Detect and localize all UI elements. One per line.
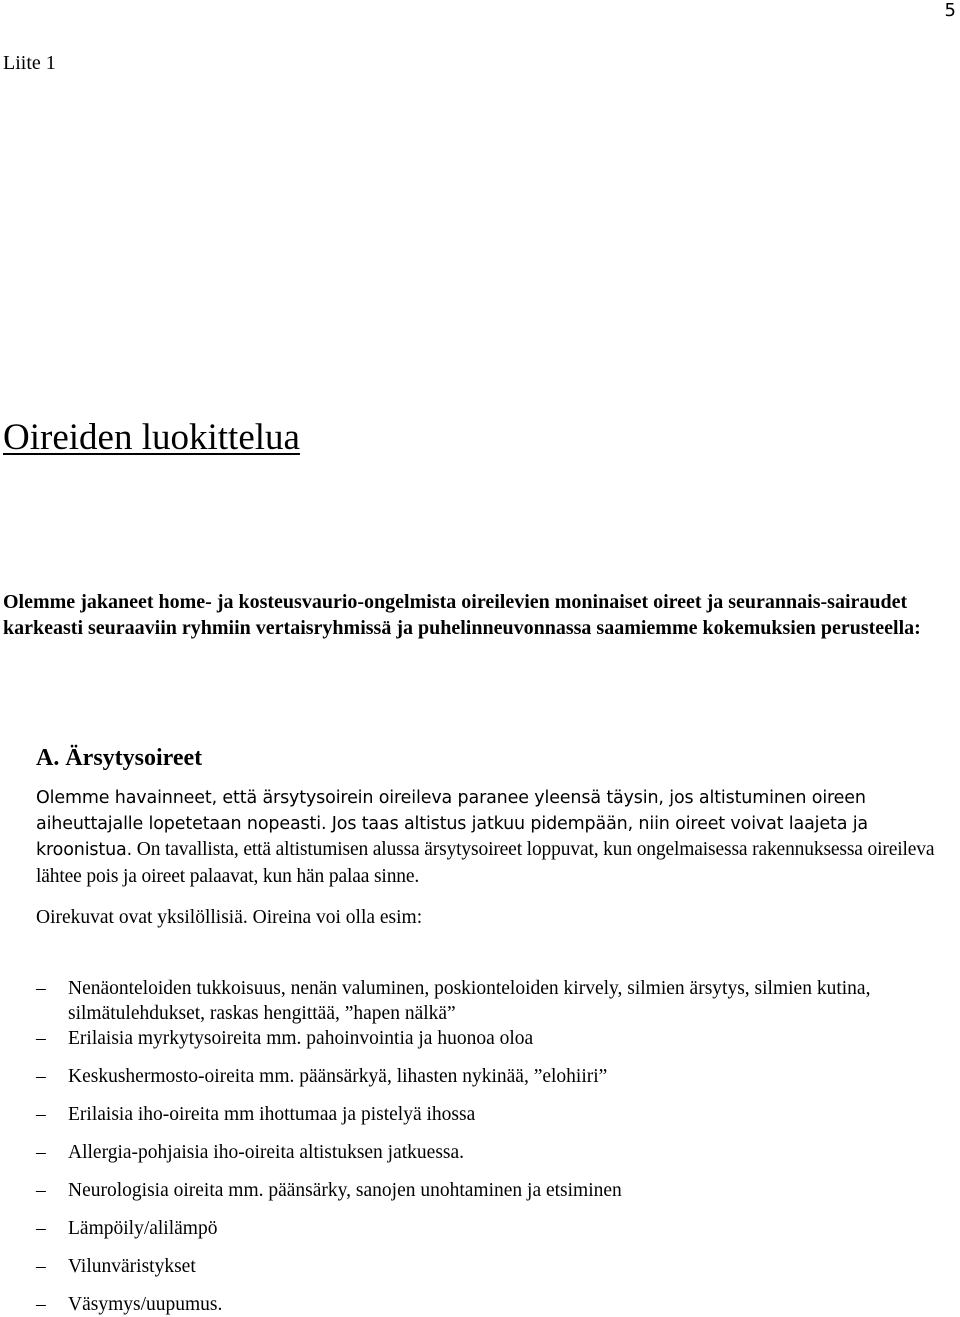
list-item [36,1292,948,1317]
dash-bullet: – [36,978,46,999]
dash-bullet: – [36,1256,46,1277]
intro-paragraph: Olemme jakaneet home- ja kosteusvaurio-ongelmista oireilevien moninaiset oireet ja seurannais-sairaudet karkeasti seuraaviin ryhmiin vertaisryhmissä ja puhelinneuvonnassa saamiemme kokemuksien perusteella: [3,591,921,639]
examples-intro: Oireina voi olla esim: [247,907,423,928]
list-item [36,1216,948,1241]
dash-bullet: – [36,1294,46,1315]
list-item-text: Erilaisia myrkytysoireita mm. pahoinvointia ja huonoa oloa [68,1028,534,1049]
list-item [36,1026,948,1051]
list-item-text: Vilunväristykset [68,1256,196,1277]
section-a-paragraph-text: Olemme havainneet, että ärsytysoirein oireileva paranee yleensä täysin, jos altistuminen oireen aiheuttajalle lopetetaan nopeasti. Jos taas altistus jatkuu pidempään, niin oireet voivat laajeta ja kroonistua. [36,788,868,860]
list-item [36,1064,948,1089]
section-a-paragraph [36,786,936,890]
list-item [36,1178,948,1203]
list-item-text: Erilaisia iho-oireita mm ihottumaa ja pistelyä ihossa [68,1104,476,1125]
dash-bullet: – [36,1142,46,1163]
page-title: Oireiden luokittelua [3,417,300,458]
list-item-text: Nenäonteloiden tukkoisuus, nenän valuminen, poskionteloiden kirvely, silmien ärsytys, silmien kutina, silmätulehdukset, raskas hengittää, ”hapen nälkä” [68,978,871,1024]
dash-bullet: – [36,1066,46,1087]
list-item-text: Allergia-pohjaisia iho-oireita altistuksen jatkuessa. [68,1142,465,1163]
examples-line [36,906,936,930]
list-item-text: Keskushermosto-oireita mm. päänsärkyä, lihasten nykinää, ”elohiiri” [68,1066,608,1087]
list-item [36,1254,948,1279]
list-item-text: Lämpöily/alilämpö [68,1218,218,1239]
page-number: 5 [944,0,956,21]
dash-bullet: – [36,1180,46,1201]
dash-bullet: – [36,1028,46,1049]
section-a-heading: A. Ärsytysoireet [36,745,203,771]
list-item [36,1140,948,1165]
list-item [36,1102,948,1127]
appendix-label: Liite 1 [3,52,56,74]
list-item [36,976,948,1026]
dash-bullet: – [36,1104,46,1125]
list-item-text: Neurologisia oireita mm. päänsärky, sanojen unohtaminen ja etsiminen [68,1180,622,1201]
section-a [36,742,936,930]
list-item-text: Väsymys/uupumus. [68,1294,223,1315]
dash-bullet: – [36,1218,46,1239]
individual-note: Oirekuvat ovat yksilöllisiä. [36,907,248,928]
section-a-paragraph-continuation: On tavallista, että altistumisen alussa ärsytysoireet loppuvat, kun ongelmaisessa rakennuksessa oireileva lähtee pois ja oireet palaavat, kun hän palaa sinne. [36,839,935,887]
